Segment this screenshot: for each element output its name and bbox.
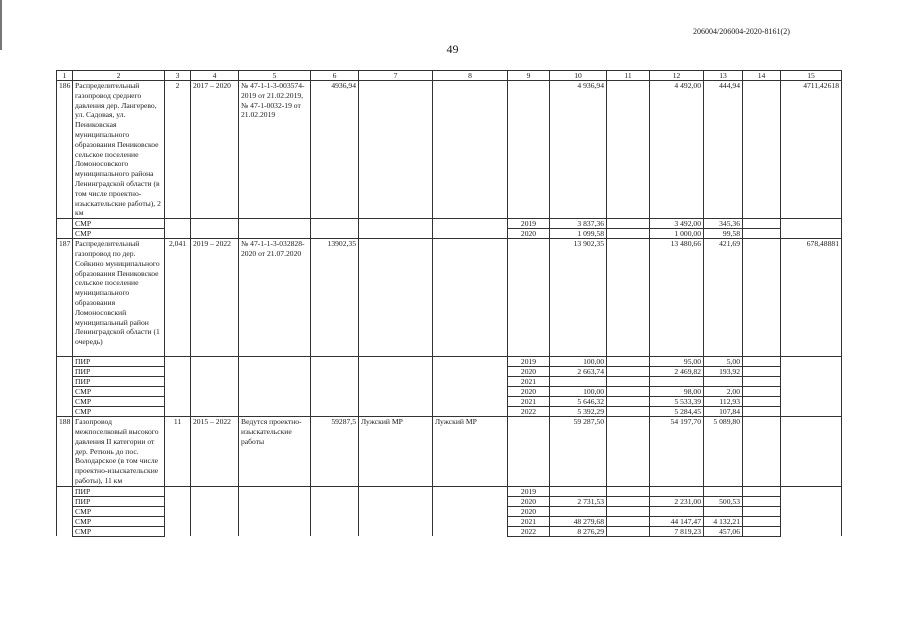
stage-label: ПИР <box>73 367 165 377</box>
col-11 <box>607 219 650 229</box>
col-14 <box>743 357 781 367</box>
amount-regional: 1 000,00 <box>650 229 704 239</box>
district-a <box>359 526 433 536</box>
total-cost <box>311 377 359 387</box>
col-11 <box>607 407 650 417</box>
amount-regional: 54 197,70 <box>650 417 704 487</box>
district-a <box>359 239 433 357</box>
amount-total: 59 287,50 <box>550 417 607 487</box>
length-km <box>165 496 191 506</box>
district-b <box>433 407 508 417</box>
stage-label: ПИР <box>73 357 165 367</box>
stage-row <box>57 496 842 506</box>
stage-label: СМР <box>73 526 165 536</box>
stage-row <box>57 516 842 526</box>
amount-regional <box>650 377 704 387</box>
amount-total: 13 902,35 <box>550 239 607 357</box>
col-15-value <box>781 417 842 487</box>
stage-label: СМР <box>73 397 165 407</box>
district-b <box>433 526 508 536</box>
row-number <box>57 516 73 526</box>
district-a <box>359 506 433 516</box>
total-cost <box>311 407 359 417</box>
amount-total: 5 392,29 <box>550 407 607 417</box>
stage-label: ПИР <box>73 486 165 496</box>
district-a <box>359 407 433 417</box>
amount-regional: 95,00 <box>650 357 704 367</box>
amount-local: 345,36 <box>704 219 743 229</box>
row-number <box>57 496 73 506</box>
col-11 <box>607 506 650 516</box>
permit-docs <box>239 526 311 536</box>
district-a <box>359 486 433 496</box>
amount-regional: 7 819,23 <box>650 526 704 536</box>
object-row <box>57 81 842 219</box>
district-b <box>433 367 508 377</box>
stage-row <box>57 377 842 387</box>
total-cost <box>311 496 359 506</box>
amount-regional: 98,00 <box>650 387 704 397</box>
year: 2020 <box>508 387 550 397</box>
row-number <box>57 397 73 407</box>
total-cost: 4936,94 <box>311 81 359 219</box>
object-name: Распределительный газопровод среднего давления дер. Лангерево, ул. Садовая, ул. Пениковская муниципального образования Пениковское сельское поселение Ломоносовского муниципального района Ленинградской области (в том числе проектно-изыскательские работы), 2 км <box>73 81 165 219</box>
stage-row <box>57 387 842 397</box>
period: 2017 – 2020 <box>191 81 239 219</box>
header-cell: 9 <box>508 71 550 81</box>
col-11 <box>607 387 650 397</box>
row-number <box>57 506 73 516</box>
row-number <box>57 377 73 387</box>
amount-total: 100,00 <box>550 387 607 397</box>
district-a <box>359 357 433 367</box>
stage-label: СМР <box>73 407 165 417</box>
district-a <box>359 516 433 526</box>
district-b <box>433 81 508 219</box>
length-km <box>165 219 191 229</box>
stage-row <box>57 219 842 229</box>
row-number <box>57 219 73 229</box>
length-km <box>165 397 191 407</box>
amount-total <box>550 506 607 516</box>
row-number <box>57 367 73 377</box>
amount-local: 2,00 <box>704 387 743 397</box>
row-number: 186 <box>57 81 73 219</box>
col-15-value <box>781 229 842 239</box>
col-11 <box>607 367 650 377</box>
amount-regional: 2 231,00 <box>650 496 704 506</box>
amount-local: 193,92 <box>704 367 743 377</box>
amount-local <box>704 506 743 516</box>
stage-label: СМР <box>73 387 165 397</box>
period <box>191 229 239 239</box>
total-cost <box>311 516 359 526</box>
header-cell: 4 <box>191 71 239 81</box>
col-14 <box>743 397 781 407</box>
col-14 <box>743 377 781 387</box>
col-15-value <box>781 397 842 407</box>
district-a <box>359 367 433 377</box>
amount-total: 100,00 <box>550 357 607 367</box>
stage-label: ПИР <box>73 496 165 506</box>
stage-row <box>57 229 842 239</box>
header-cell: 12 <box>650 71 704 81</box>
col-14 <box>743 516 781 526</box>
district-b <box>433 516 508 526</box>
amount-local: 444,94 <box>704 81 743 219</box>
permit-docs <box>239 229 311 239</box>
district-b <box>433 496 508 506</box>
header-cell: 8 <box>433 71 508 81</box>
length-km <box>165 357 191 367</box>
amount-total: 3 837,36 <box>550 219 607 229</box>
district-a <box>359 387 433 397</box>
header-cell: 3 <box>165 71 191 81</box>
total-cost <box>311 397 359 407</box>
col-15-value <box>781 526 842 536</box>
col-14 <box>743 407 781 417</box>
header-cell: 6 <box>311 71 359 81</box>
period <box>191 506 239 516</box>
year: 2020 <box>508 506 550 516</box>
length-km <box>165 407 191 417</box>
total-cost <box>311 486 359 496</box>
permit-docs <box>239 407 311 417</box>
amount-local <box>704 377 743 387</box>
year: 2021 <box>508 516 550 526</box>
permit-docs: № 47-1-1-3-003574-2019 от 21.02.2019, № 47-1-0032-19 от 21.02.2019 <box>239 81 311 219</box>
header-cell: 1 <box>57 71 73 81</box>
period <box>191 357 239 367</box>
row-number: 187 <box>57 239 73 357</box>
period <box>191 397 239 407</box>
year: 2020 <box>508 229 550 239</box>
amount-local: 4 132,21 <box>704 516 743 526</box>
period <box>191 496 239 506</box>
row-number <box>57 407 73 417</box>
stage-label: СМР <box>73 516 165 526</box>
amount-total: 48 279,68 <box>550 516 607 526</box>
district-b: Лужский МР <box>433 417 508 487</box>
col-15-value <box>781 357 842 367</box>
district-b <box>433 357 508 367</box>
total-cost <box>311 506 359 516</box>
total-cost <box>311 387 359 397</box>
col-11 <box>607 81 650 219</box>
amount-total: 2 731,53 <box>550 496 607 506</box>
amount-total: 5 646,32 <box>550 397 607 407</box>
year <box>508 81 550 219</box>
col-15-value <box>781 377 842 387</box>
col-15-value <box>781 407 842 417</box>
object-name: Распределительный газопровод по дер. Сойкино муниципального образования Пениковское сельское поселение муниципального образования Ломоносовский муниципальный район Ленинградской области (1 очередь) <box>73 239 165 357</box>
table-body <box>57 71 842 537</box>
amount-local <box>704 486 743 496</box>
permit-docs <box>239 516 311 526</box>
total-cost: 13902,35 <box>311 239 359 357</box>
total-cost <box>311 526 359 536</box>
period <box>191 516 239 526</box>
row-number <box>57 486 73 496</box>
district-b <box>433 397 508 407</box>
amount-local: 107,84 <box>704 407 743 417</box>
col-14 <box>743 219 781 229</box>
permit-docs <box>239 506 311 516</box>
period <box>191 486 239 496</box>
col-14 <box>743 496 781 506</box>
amount-total: 2 663,74 <box>550 367 607 377</box>
col-15-value <box>781 506 842 516</box>
amount-local: 99,58 <box>704 229 743 239</box>
permit-docs: № 47-1-1-3-032828-2020 от 21.07.2020 <box>239 239 311 357</box>
length-km <box>165 526 191 536</box>
stage-label: ПИР <box>73 377 165 387</box>
amount-total: 4 936,94 <box>550 81 607 219</box>
col-15-value <box>781 486 842 496</box>
stage-label: СМР <box>73 506 165 516</box>
row-number: 188 <box>57 417 73 487</box>
district-b <box>433 486 508 496</box>
period <box>191 377 239 387</box>
col-14 <box>743 417 781 487</box>
permit-docs <box>239 486 311 496</box>
program-table <box>56 70 842 537</box>
district-a <box>359 496 433 506</box>
amount-total: 8 276,29 <box>550 526 607 536</box>
amount-regional <box>650 506 704 516</box>
year: 2020 <box>508 367 550 377</box>
permit-docs <box>239 387 311 397</box>
length-km <box>165 377 191 387</box>
total-cost <box>311 219 359 229</box>
col-14 <box>743 506 781 516</box>
object-row <box>57 239 842 357</box>
col-15-value: 678,48881 <box>781 239 842 357</box>
stage-row <box>57 526 842 536</box>
district-a <box>359 219 433 229</box>
col-15-value <box>781 516 842 526</box>
col-14 <box>743 229 781 239</box>
col-11 <box>607 229 650 239</box>
amount-total <box>550 377 607 387</box>
district-a <box>359 229 433 239</box>
amount-regional: 5 284,45 <box>650 407 704 417</box>
row-number <box>57 229 73 239</box>
permit-docs <box>239 397 311 407</box>
district-b <box>433 219 508 229</box>
row-number <box>57 526 73 536</box>
period <box>191 526 239 536</box>
stage-row <box>57 506 842 516</box>
length-km <box>165 229 191 239</box>
object-name: Газопровод межпоселковый высокого давления II категории от дер. Ретюнь до пос. Володарское (в том числе проектно-изыскательские работы), 11 км <box>73 417 165 487</box>
permit-docs <box>239 357 311 367</box>
length-km <box>165 387 191 397</box>
length-km: 2 <box>165 81 191 219</box>
period: 2019 – 2022 <box>191 239 239 357</box>
year: 2021 <box>508 377 550 387</box>
year: 2021 <box>508 397 550 407</box>
total-cost: 59287,5 <box>311 417 359 487</box>
col-15-value <box>781 496 842 506</box>
year <box>508 239 550 357</box>
district-b <box>433 239 508 357</box>
header-row <box>57 71 842 81</box>
length-km: 11 <box>165 417 191 487</box>
stage-row <box>57 407 842 417</box>
stage-row <box>57 367 842 377</box>
period <box>191 407 239 417</box>
col-15-value: 4711,42618 <box>781 81 842 219</box>
district-a <box>359 377 433 387</box>
district-b <box>433 506 508 516</box>
col-11 <box>607 496 650 506</box>
header-cell: 5 <box>239 71 311 81</box>
amount-local: 500,53 <box>704 496 743 506</box>
total-cost <box>311 367 359 377</box>
district-a <box>359 397 433 407</box>
length-km <box>165 506 191 516</box>
district-a: Лужский МР <box>359 417 433 487</box>
year: 2022 <box>508 407 550 417</box>
total-cost <box>311 357 359 367</box>
amount-local: 5,00 <box>704 357 743 367</box>
header-cell: 2 <box>73 71 165 81</box>
header-cell: 11 <box>607 71 650 81</box>
district-b <box>433 377 508 387</box>
stage-label: СМР <box>73 219 165 229</box>
col-14 <box>743 239 781 357</box>
permit-docs: Ведутся проектно-изыскательские работы <box>239 417 311 487</box>
row-number <box>57 387 73 397</box>
amount-regional: 3 492,00 <box>650 219 704 229</box>
amount-regional: 5 533,39 <box>650 397 704 407</box>
permit-docs <box>239 219 311 229</box>
amount-local: 457,06 <box>704 526 743 536</box>
col-11 <box>607 239 650 357</box>
period: 2015 – 2022 <box>191 417 239 487</box>
col-11 <box>607 397 650 407</box>
amount-total: 1 099,58 <box>550 229 607 239</box>
header-cell: 7 <box>359 71 433 81</box>
amount-regional: 2 469,82 <box>650 367 704 377</box>
object-row <box>57 417 842 487</box>
row-number <box>57 357 73 367</box>
header-cell: 15 <box>781 71 842 81</box>
permit-docs <box>239 367 311 377</box>
amount-regional: 4 492,00 <box>650 81 704 219</box>
header-cell: 14 <box>743 71 781 81</box>
header-cell: 13 <box>704 71 743 81</box>
year: 2019 <box>508 357 550 367</box>
period <box>191 219 239 229</box>
col-11 <box>607 377 650 387</box>
amount-regional: 44 147,47 <box>650 516 704 526</box>
col-14 <box>743 367 781 377</box>
district-b <box>433 229 508 239</box>
col-15-value <box>781 367 842 377</box>
year: 2019 <box>508 219 550 229</box>
stage-row <box>57 397 842 407</box>
col-15-value <box>781 387 842 397</box>
year: 2019 <box>508 486 550 496</box>
amount-local: 5 089,80 <box>704 417 743 487</box>
district-b <box>433 387 508 397</box>
year: 2022 <box>508 526 550 536</box>
year: 2020 <box>508 496 550 506</box>
permit-docs <box>239 496 311 506</box>
col-11 <box>607 486 650 496</box>
amount-regional <box>650 486 704 496</box>
amount-local: 421,69 <box>704 239 743 357</box>
total-cost <box>311 229 359 239</box>
amount-regional: 13 480,66 <box>650 239 704 357</box>
stage-row <box>57 357 842 367</box>
period <box>191 367 239 377</box>
col-11 <box>607 357 650 367</box>
col-11 <box>607 417 650 487</box>
col-14 <box>743 486 781 496</box>
header-cell: 10 <box>550 71 607 81</box>
length-km: 2,041 <box>165 239 191 357</box>
length-km <box>165 516 191 526</box>
col-14 <box>743 526 781 536</box>
col-15-value <box>781 219 842 229</box>
stage-label: СМР <box>73 229 165 239</box>
page-number: 49 <box>446 42 459 56</box>
amount-local: 112,93 <box>704 397 743 407</box>
col-14 <box>743 387 781 397</box>
stage-row <box>57 486 842 496</box>
col-11 <box>607 526 650 536</box>
document-number: 206004/206004-2020-8161(2) <box>693 27 790 36</box>
year <box>508 417 550 487</box>
permit-docs <box>239 377 311 387</box>
amount-total <box>550 486 607 496</box>
col-14 <box>743 81 781 219</box>
col-11 <box>607 516 650 526</box>
district-a <box>359 81 433 219</box>
period <box>191 387 239 397</box>
length-km <box>165 486 191 496</box>
length-km <box>165 367 191 377</box>
